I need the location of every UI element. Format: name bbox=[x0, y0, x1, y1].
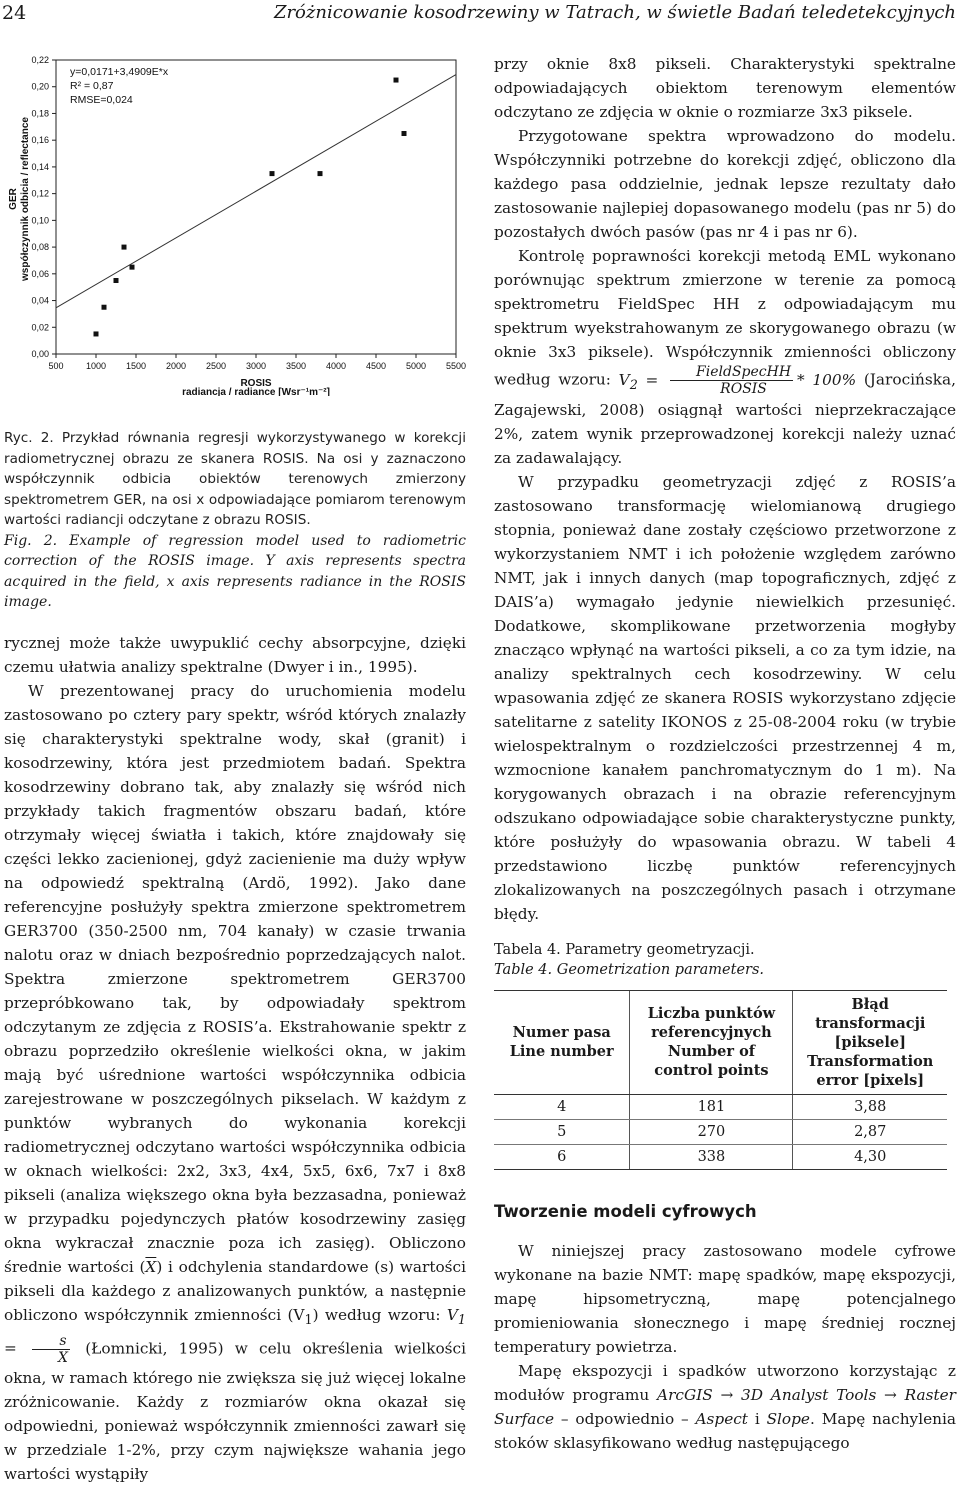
aspect-term: Aspect bbox=[695, 1409, 748, 1428]
table-cell: 5 bbox=[494, 1119, 630, 1144]
y-axis-title: GER bbox=[8, 188, 19, 210]
x-tick-label: 1500 bbox=[125, 361, 147, 371]
page-header bbox=[0, 0, 960, 30]
figure-caption-pl: Ryc. 2. Przykład równania regresji wykorzystywanego w korekcji radiometrycznej obrazu ze skanera ROSIS. Na osi y zaznaczono współczynnik odbicia obiektów terenowych zmierzony spektrometrem GER, na osi x odpowiadające pomiarom terenowym wartości radiancji odczytane z obrazu ROSIS. bbox=[4, 430, 466, 528]
x-tick-label: 4500 bbox=[365, 361, 387, 371]
equation-label: y=0,0171+3,4909E*x bbox=[70, 66, 169, 78]
y-tick-label: 0,18 bbox=[31, 108, 49, 119]
y-axis-label: współczynnik odbicia / reflectance bbox=[20, 117, 31, 281]
data-point bbox=[394, 78, 399, 83]
table-row bbox=[494, 1094, 947, 1119]
section-heading: Tworzenie modeli cyfrowych bbox=[494, 1201, 757, 1221]
right-column bbox=[494, 52, 956, 1455]
y-tick-label: 0,10 bbox=[31, 215, 49, 226]
x-tick-label: 500 bbox=[48, 361, 64, 371]
x-tick-label: 5000 bbox=[405, 361, 427, 371]
x-tick-label: 3000 bbox=[245, 361, 267, 371]
right-paragraph-6: Mapę ekspozycji i spadków utworzono korzystając z modułów programu ArcGIS → 3D Analyst Tools → Raster Surface – odpowiednio – Aspect i Slope. Mapę nachylenia stoków sklasyfikowano według następującego bbox=[494, 1361, 956, 1452]
regression-line bbox=[56, 75, 456, 308]
right-paragraph-5: W niniejszej pracy zastosowano modele cyfrowe wykonane na bazie NMT: mapę spadków, mapę ekspozycji, mapę hipsometryczną, mapę potencjalnego promieniowania słonecznego i mapę średniej rocznej temperatury powietrza. bbox=[494, 1241, 956, 1356]
table-row bbox=[494, 1144, 947, 1169]
table-cell: 3,88 bbox=[793, 1094, 947, 1119]
y-tick-label: 0,08 bbox=[31, 242, 49, 253]
x-axis-title: ROSIS bbox=[240, 378, 272, 389]
right-paragraph-2: Przygotowane spektra wprowadzono do modelu. Współczynniki potrzebne do korekcji zdjęć, obliczono dla każdego pasa oddzielnie, jednak lepsze rezultaty dało zastosowanie najlepiej dopasowanego modelu (pas nr 5) do pozostałych dwóch pasów (pas nr 4 i pas nr 6). bbox=[494, 127, 956, 241]
data-point bbox=[402, 131, 407, 136]
table-cell: 4,30 bbox=[793, 1144, 947, 1169]
menu-path: ArcGIS → 3D Analyst Tools → Raster Surface bbox=[494, 1385, 956, 1428]
data-point bbox=[130, 265, 135, 270]
table-header: Błąd transformacji [piksele] Transformation error [pixels] bbox=[793, 990, 947, 1094]
table-row bbox=[494, 1119, 947, 1144]
table-header: Liczba punktów referencyjnych Number of control points bbox=[630, 990, 793, 1094]
table-header-row bbox=[494, 990, 947, 1094]
table-caption-pl: Tabela 4. Parametry geometryzacji. bbox=[494, 941, 755, 958]
y-tick-label: 0,22 bbox=[31, 55, 49, 65]
page-number: 24 bbox=[2, 2, 27, 24]
y-tick-label: 0,20 bbox=[31, 81, 49, 92]
x-tick-label: 2000 bbox=[165, 361, 187, 371]
rmse-label: RMSE=0,024 bbox=[70, 94, 133, 106]
data-point bbox=[102, 305, 107, 310]
y-tick-label: 0,12 bbox=[31, 188, 49, 199]
right-paragraph-4: W przypadku geometryzacji zdjęć z ROSIS’a zastosowano transformację wielomianową drugiego stopnia, ponieważ dane zostały częściowo przetworzone z wykorzystaniem NMT i ich położenie względem zarówno NMT, jak i innych danych (map topograficznych, zdjęć z DAIS’a) wymagało jedynie niewielkich przesunięć. Dodatkowe, skomplikowane przetworzenia mogłyby znacząco wpłynąć na wartości pikseli, a co za tym idzie, na analizy spektralnych cech kosodrzewiny. W celu wpasowania zdjęć ze skanera ROSIS wykorzystano zdjęcie satelitarne z satelity IKONOS z 25-08-2004 roku (w trybie wielospektralnym o rozdzielczości przestrzennej 4 m, wzmocnione kanałem panchromatycznym do 1 m). Na korygowanych obrazach i na obrazie referencyjnym odszukano odpowiadające sobie charakterystyczne punkty, które posłużyły do wpasowania obrazu. W tabeli 4 przedstawiono liczbę punktów referencyjnych zlokalizowanych na poszczególnych pasach i otrzymane błędy. bbox=[494, 472, 956, 923]
data-point bbox=[114, 278, 119, 283]
left-paragraph-2: W prezentowanej pracy do uruchomienia modelu zastosowano po cztery pary spektr, wśród których znalazły się charakterystyki spektralne wody, skał (granit) i kosodrzewiny, która jest przedmiotem badań. Spektra kosodrzewiny dobrano tak, aby znalazły się wśród nich przykłady takich fragmentów obszaru badań, które otrzymały więcej światła i takich, które znajdowały się części lekko zacienionej, gdyż zacienienie ma duży wpływ na odpowiedź spektralną (Ardö, 1992). Jako dane referencyjne posłużyły spektra zmierzone spektrometrem GER3700 (350-2500 nm, 704 kanały) w czasie trwania nalotu oraz w dniach bezpośrednio poprzedzających nalot. Spektra zmierzone spektrometrem GER3700 przepróbkowano tak, by odpowiadały spektrom odczytanym ze zdjęcia z ROSIS’a. Ekstrahowanie spektr z obrazu poprzedziło określenie wielkości okna, w jakim mają być uśrednione wartości współczynnika odbicia zarejestrowane w poszczególnych pikselach. W każdym z punktów wybranych do wykonania korekcji radiometrycznej odczytano wartości współczynnika odbicia w oknach wielkości: 2x2, 3x3, 4x4, 5x5, 6x6, 7x7 i 8x8 pikseli (analiza większego okna była bezzasadna, ponieważ w przypadku pojedynczych płatów kosodrzewiny zasięg okna wykraczał znacznie poza ich zasięg). Obliczono średnie wartości $(\overline{X})$ i odchylenia standardowe (s) wartości pikseli dla każdego z analizowanych punktów, a następnie obliczono współczynnik zmienności $(V_1)$ według wzoru: $V_1$ = $\frac{s}{X}$ (Łomnicki, 1995) w celu określenia wielkości okna, w ramach którego nie zwiększa się już więcej lokalne zróżnicowanie. Każdy z rozmiarów okna okazał się odpowiedni, ponieważ współczynnik zmienności zawarł się w przedziale 1-2%, przy czym największe wahania jego wartości wystąpiły bbox=[4, 681, 466, 1483]
table-cell: 6 bbox=[494, 1144, 630, 1169]
left-paragraph-1: rycznej może także uwypuklić cechy absorpcyjne, dzięki czemu ułatwia analizy spektralne (Dwyer i in., 1995). bbox=[4, 633, 466, 676]
mean-symbol: $\overline{X}$ bbox=[145, 1257, 157, 1276]
right-paragraph-1: przy oknie 8x8 pikseli. Charakterystyki spektralne odpowiadających obiektom terenowym elementów odczytano ze zdjęcia w oknie o rozmiarze 3x3 piksele. bbox=[494, 55, 956, 121]
x-tick-label: 2500 bbox=[205, 361, 227, 371]
table-caption-en: Table 4. Geometrization parameters. bbox=[494, 961, 765, 978]
running-title: Zróżnicowanie kosodrzewiny w Tatrach, w świetle Badań teledetekcyjnych bbox=[273, 2, 956, 23]
r2-label: R² = 0,87 bbox=[70, 80, 114, 92]
table-cell: 2,87 bbox=[793, 1119, 947, 1144]
y-tick-label: 0,14 bbox=[31, 161, 49, 172]
table-cell: 338 bbox=[630, 1144, 793, 1169]
formula-v1: $V_1$ = $\frac{s}{X}$ bbox=[4, 1305, 466, 1366]
y-tick-label: 0,00 bbox=[31, 349, 49, 359]
y-tick-label: 0,02 bbox=[31, 322, 49, 333]
regression-chart-svg bbox=[4, 44, 466, 396]
y-tick-label: 0,16 bbox=[31, 135, 49, 146]
x-axis-label: radiancja / radiance [Wsr⁻¹m⁻²] bbox=[182, 387, 330, 396]
x-tick-label: 3500 bbox=[285, 361, 307, 371]
table-header: Numer pasa Line number bbox=[494, 990, 630, 1094]
regression-chart bbox=[4, 44, 466, 396]
slope-term: Slope bbox=[766, 1409, 810, 1428]
y-tick-label: 0,06 bbox=[31, 268, 49, 279]
figure-caption-en: Fig. 2. Example of regression model used to radiometric correction of the ROSIS image. Y axis represents spectra acquired in the field, x axis represents radiance in the ROSIS image. bbox=[4, 532, 466, 610]
data-point bbox=[122, 245, 127, 250]
table-cell: 270 bbox=[630, 1119, 793, 1144]
data-point bbox=[318, 171, 323, 176]
right-paragraph-3: Kontrolę poprawności korekcji metodą EML wykonano porównując spektrum zmierzone w terenie za pomocą spektrometru FieldSpec HH z odpowiadającym mu spektrum wyekstrahowanym ze skorygowanego obrazu (w oknie 3x3 piksele). Współczynnik zmienności obliczony według wzoru: $V_2$ = $\frac{\text{FieldSpecHH}}{\text{ROSIS}}$ * 100% (Jarocińska, Zagajewski, 2008) osiągnął wartości nieprzekraczające 2%, zatem wynik przeprowadzonej korekcji należy uznać za zadawalający. bbox=[494, 247, 956, 467]
data-point bbox=[270, 171, 275, 176]
x-tick-label: 5500 bbox=[445, 361, 466, 371]
table-cell: 181 bbox=[630, 1094, 793, 1119]
table-cell: 4 bbox=[494, 1094, 630, 1119]
geometrization-table bbox=[494, 990, 947, 1170]
y-tick-label: 0,04 bbox=[31, 295, 49, 306]
data-point bbox=[94, 331, 99, 336]
left-column bbox=[4, 44, 466, 1486]
x-tick-label: 4000 bbox=[325, 361, 347, 371]
formula-v2: $V_2$ = $\frac{\text{FieldSpecHH}}{\text{ROSIS}}$ * 100% bbox=[618, 364, 857, 397]
x-tick-label: 1000 bbox=[85, 361, 107, 371]
